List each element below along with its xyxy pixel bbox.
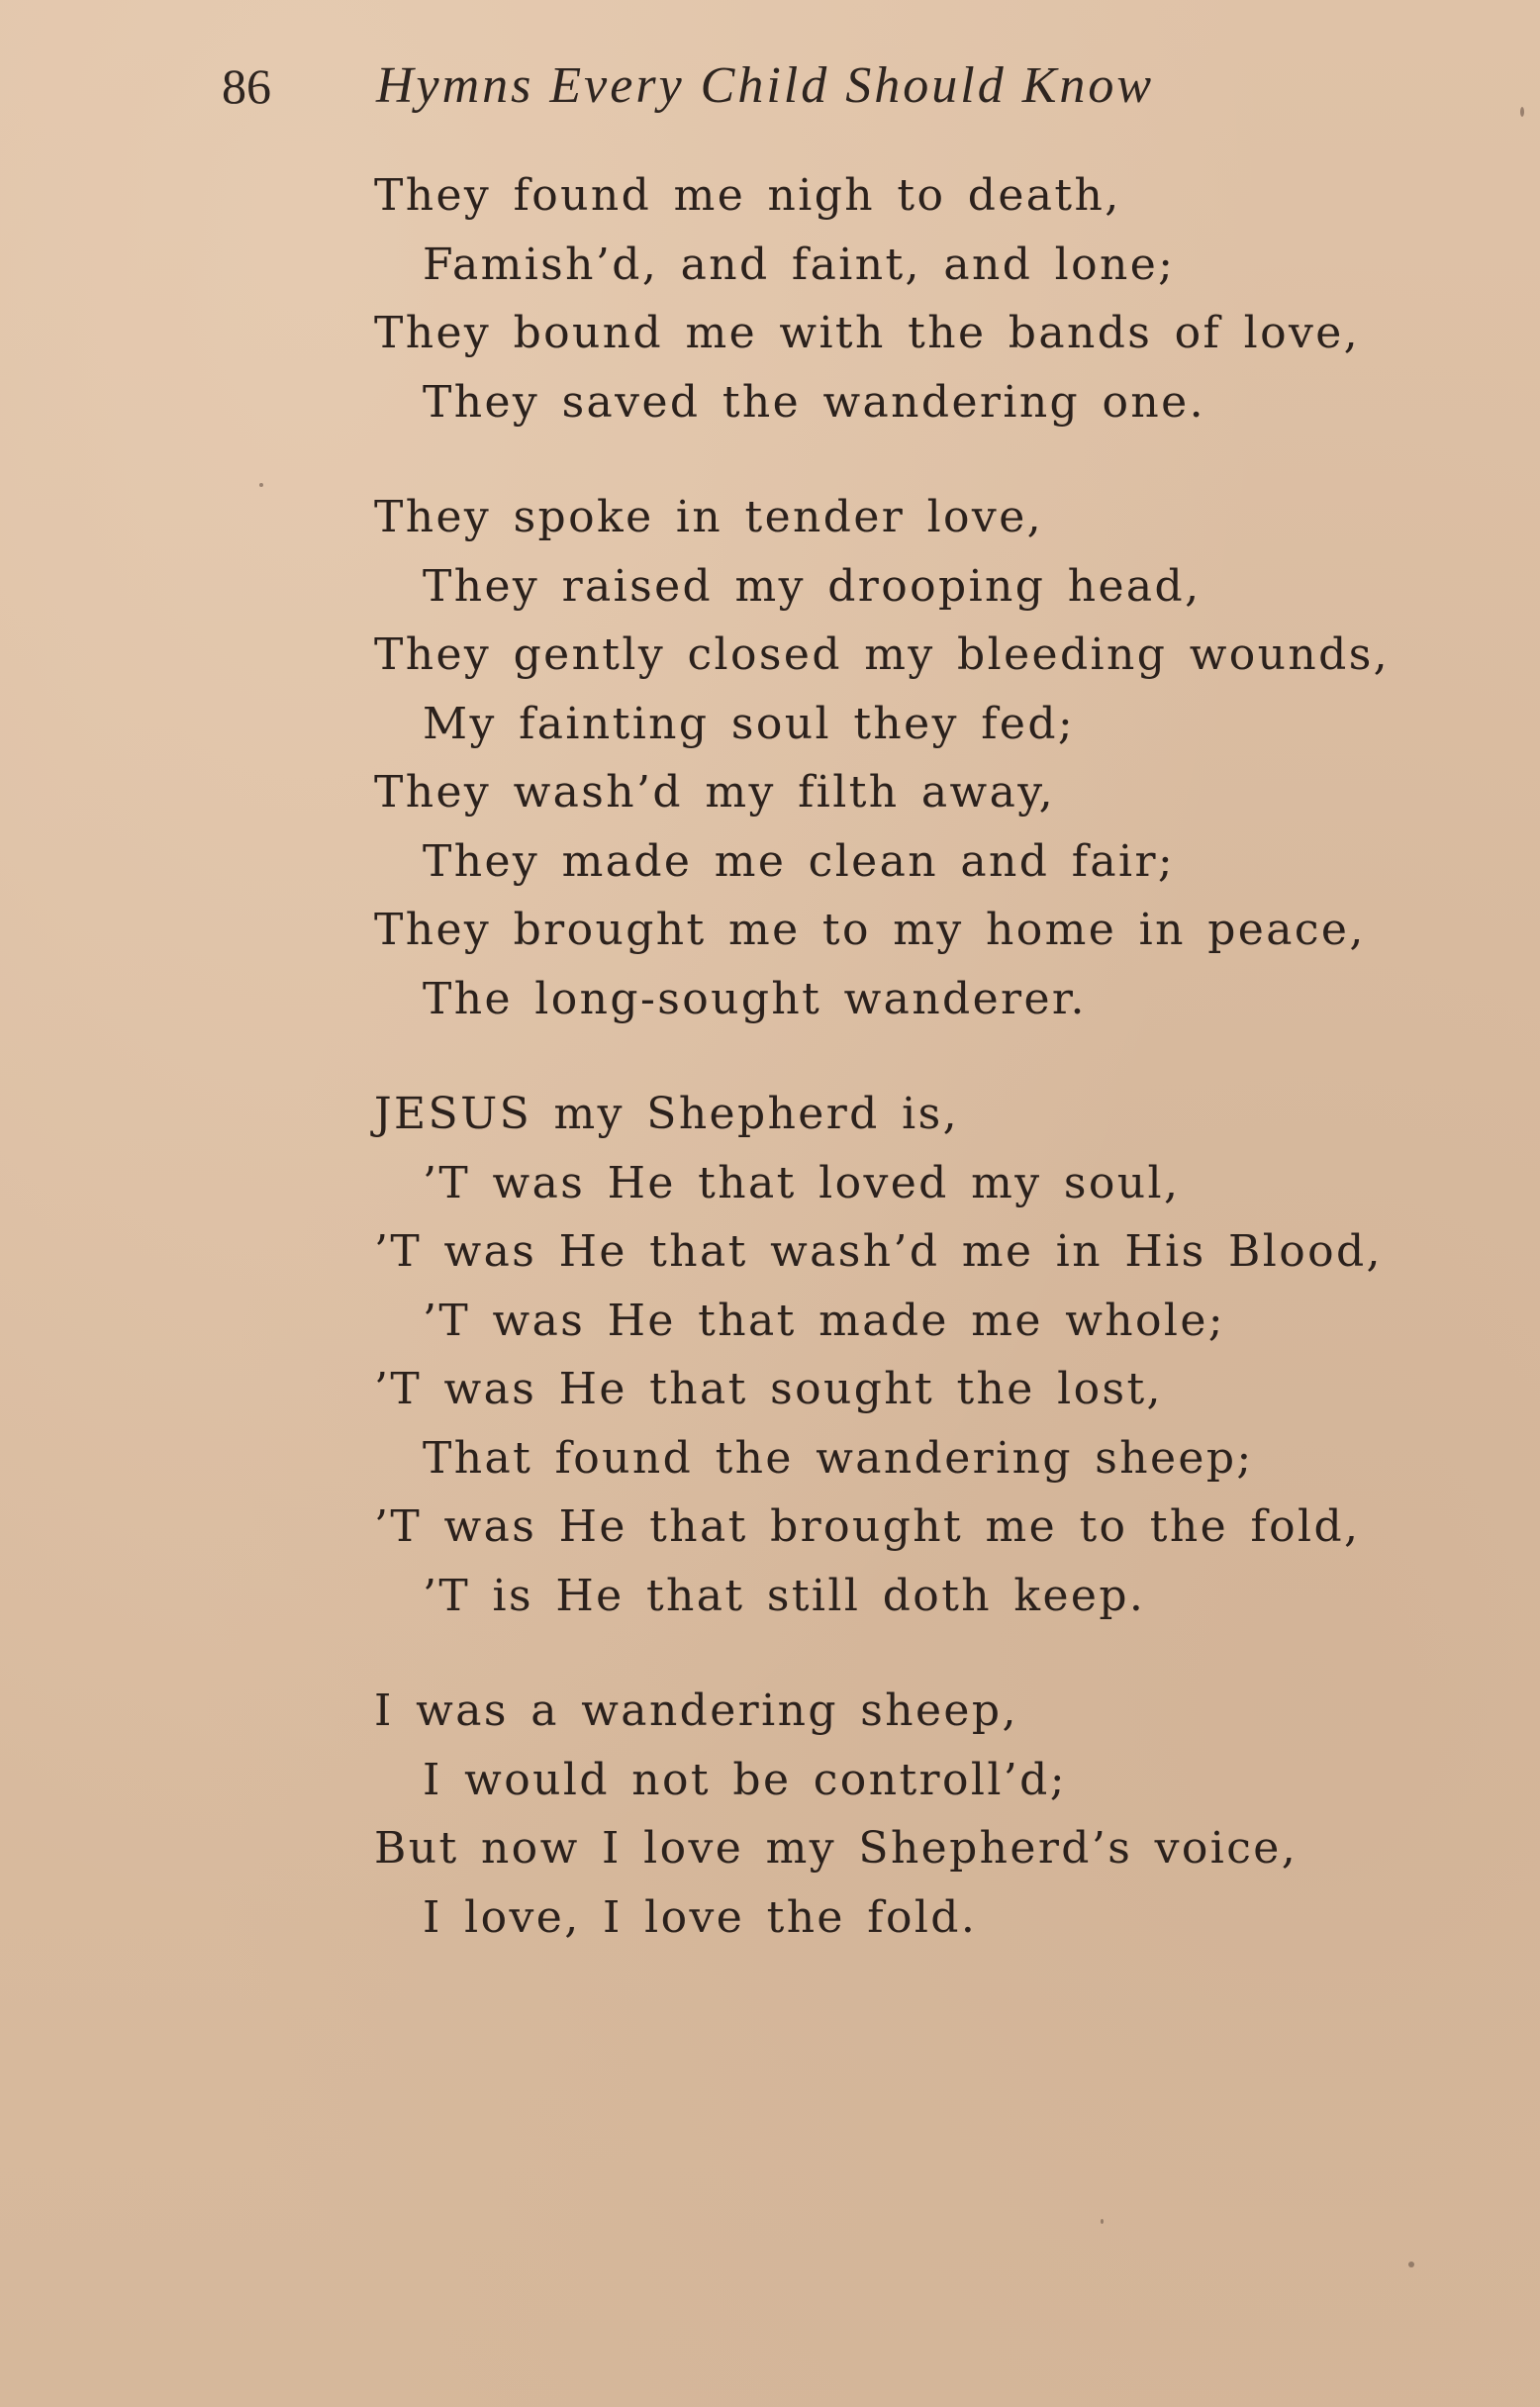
verse-line: My fainting soul they fed; — [423, 698, 1076, 749]
verse-line: ’T was He that wash’d me in His Blood, — [374, 1226, 1383, 1277]
paper-speck — [259, 483, 263, 487]
verse-line: ’T was He that brought me to the fold, — [374, 1501, 1361, 1552]
stanza-2 — [374, 483, 1391, 1033]
running-head — [0, 51, 1540, 121]
paper-speck — [1520, 107, 1524, 117]
verse-line: ’T was He that loved my soul, — [423, 1157, 1181, 1208]
verse-line: ’T was He that sought the lost, — [374, 1364, 1163, 1414]
paper-speck — [1101, 2219, 1104, 2224]
verse-line: They bound me with the bands of love, — [374, 308, 1361, 358]
verse-line: They found me nigh to death, — [374, 170, 1121, 221]
verse-line: They gently closed my bleeding wounds, — [374, 629, 1391, 680]
verse-line: ’T is He that still doth keep. — [423, 1570, 1146, 1621]
verse-line: That found the wandering sheep; — [423, 1432, 1254, 1484]
verse-line: They made me clean and fair; — [423, 835, 1176, 887]
verse-line: They spoke in tender love, — [374, 492, 1044, 542]
verse-line: They brought me to my home in peace, — [374, 905, 1366, 955]
verse-line: I was a wandering sheep, — [374, 1685, 1018, 1736]
verse-line: ’T was He that made me whole; — [423, 1295, 1226, 1346]
verse-line: I love, I love the fold. — [423, 1891, 978, 1943]
running-title: Hymns Every Child Should Know — [376, 57, 1155, 114]
stanza-1 — [374, 161, 1364, 436]
verse-line: But now I love my Shepherd’s voice, — [374, 1823, 1299, 1874]
verse-line: They raised my drooping head, — [423, 560, 1202, 612]
hymn-text — [374, 161, 1391, 1998]
stanza-4 — [374, 1677, 1364, 1952]
page-number: 86 — [222, 58, 271, 114]
verse-line: Famish’d, and faint, and lone; — [423, 239, 1176, 290]
verse-line: They saved the wandering one. — [423, 376, 1205, 428]
stanza-3 — [374, 1080, 1383, 1630]
verse-line: The long-sought wanderer. — [423, 973, 1087, 1024]
paper-speck — [1408, 2262, 1414, 2267]
verse-line: I would not be controll’d; — [423, 1754, 1067, 1805]
verse-line: JESUS my Shepherd is, — [374, 1089, 959, 1139]
verse-line: They wash’d my filth away, — [374, 767, 1056, 818]
